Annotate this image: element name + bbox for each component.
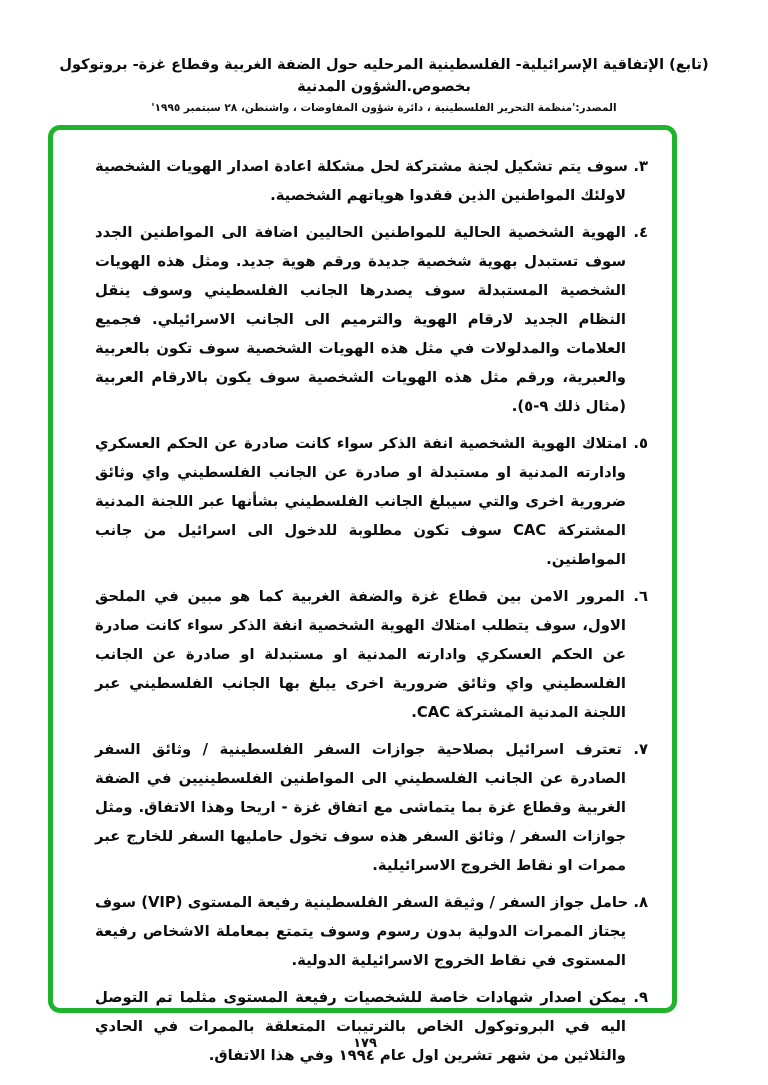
clause-number: ٦.	[633, 588, 648, 605]
clause-item	[95, 735, 648, 880]
clause-number: ٩.	[633, 989, 648, 1006]
clause-text: امتلاك الهوية الشخصية انفة الذكر سواء كانت صادرة عن الحكم العسكري وادارته المدنية او مستبدلة او صادرة عن الجانب الفلسطيني واي وثائق ضرورية اخرى والتي سيبلغ الجانب الفلسطيني بشأنها عبر اللجنة المدنية المشتركة CAC سوف تكون مطلوبة للدخول الى اسرائيل من جانب المواطنين.	[95, 435, 634, 568]
document-header	[0, 54, 768, 114]
clause-item	[95, 152, 648, 210]
clause-text: المرور الامن بين قطاع غزة والضفة الغربية كما هو مبين في الملحق الاول، سوف يتطلب امتلاك الهوية الشخصية انفة الذكر سواء كانت صادرة عن الحكم العسكري وادارته المدنية او مستبدلة او صادرة عن الجانب الفلسطيني واي وثائق ضرورية اخرى يبلغ بها الجانب الفلسطيني عبر اللجنة المدنية المشتركة CAC.	[95, 588, 634, 721]
clause-item	[95, 888, 648, 975]
clause-number: ٤.	[633, 224, 648, 241]
document-title: (تابع) الإتفاقية الإسرائيلية- الفلسطينية المرحليه حول الضفة الغربية وقطاع غزة- بروتوكول بخصوص.الشؤون المدنية	[59, 57, 709, 95]
clause-text: يمكن اصدار شهادات خاصة للشخصيات رفيعة المستوى مثلما تم التوصل اليه في البروتوكول الخاص بالترتيبات المتعلقة بالممرات في الحادي والثلاثين من شهر تشرين اول عام ١٩٩٤ وفي هذا الاتفاق.	[95, 989, 634, 1064]
clause-text: سوف يتم تشكيل لجنة مشتركة لحل مشكلة اعادة اصدار الهويات الشخصية لاولئك المواطنين الذين فقدوا هوياتهم الشخصية.	[95, 158, 634, 204]
clause-item	[95, 582, 648, 727]
clauses-list	[53, 130, 672, 1070]
clause-number: ٥.	[633, 435, 648, 452]
clause-item	[95, 983, 648, 1070]
clause-text: حامل جواز السفر / وثيقة السفر الفلسطينية رفيعة المستوى (VIP) سوف يجتاز الممرات الدولية بدون رسوم وسوف يتمتع بمعاملة الاشخاص رفيعة المستوى في نقاط الخروج الاسرائيلية الدولية.	[95, 894, 634, 969]
clause-number: ٨.	[633, 894, 648, 911]
clause-item	[95, 429, 648, 574]
page-number: ١٧٩	[353, 1036, 377, 1051]
clause-number: ٣.	[633, 158, 648, 175]
clause-number: ٧.	[633, 741, 648, 758]
clause-text: الهوية الشخصية الحالية للمواطنين الحاليين اضافة الى المواطنين الجدد سوف تستبدل بهوية شخصية جديدة ورقم هوية جديد. ومثل هذه الهويات الشخصية المستبدلة سوف يصدرها الجانب الفلسطيني وسوف ينقل النظام الجديد لارقام الهوية والترميم الى الجانب الاسرائيلي. فجميع العلامات والمدلولات في مثل هذه الهويات الشخصية سوف تكون بالعربية والعبرية، ورقم مثل هذه الهويات الشخصية سوف يكون بالارقام العربية (مثال ذلك ٩-٥).	[95, 224, 634, 415]
clause-text: تعترف اسرائيل بصلاحية جوازات السفر الفلسطينية / وثائق السفر الصادرة عن الجانب الفلسطيني الى المواطنين الفلسطينيين في الضفة الغربية وقطاع غزة بما يتماشى مع اتفاق غزة - اريحا وهذا الاتفاق. ومثل جوازات السفر / وثائق السفر هذه سوف تخول حامليها السفر للخارج عبر ممرات او نقاط الخروج الاسرائيلية.	[95, 741, 634, 874]
document-source-line: المصدر:'منظمة التحرير الفلسطينية ، دائرة شؤون المفاوضات ، واشنطن، ٢٨ سبتمبر ١٩٩٥'	[151, 102, 617, 114]
clause-item	[95, 218, 648, 421]
